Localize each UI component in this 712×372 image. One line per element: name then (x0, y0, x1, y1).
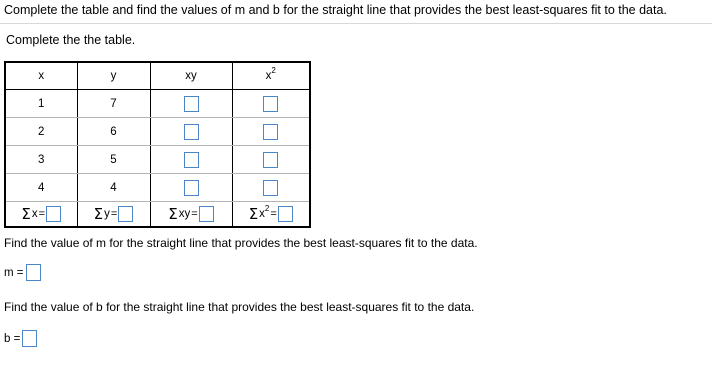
sum-y-cell (77, 202, 150, 228)
sum-x-squared-exponent: 2 (264, 203, 270, 213)
table-row (5, 118, 310, 146)
b-label: b = (4, 332, 21, 345)
sum-y-label: y (104, 208, 110, 220)
m-answer-row (4, 264, 41, 281)
cell-x-squared (232, 174, 310, 202)
equals-sign: = (38, 208, 46, 220)
m-label: m = (4, 266, 24, 279)
header-x-squared-base: x (265, 70, 272, 82)
sum-row (5, 202, 310, 228)
cell-xy (150, 90, 232, 118)
xy-input-1[interactable] (184, 96, 199, 112)
instruction-text: Complete the the table. (6, 33, 136, 47)
sum-xy-input[interactable] (199, 206, 214, 222)
sigma-symbol: Σ (21, 205, 31, 223)
question-header (0, 0, 712, 24)
cell-x-squared (232, 146, 310, 174)
xy-input-2[interactable] (184, 124, 199, 140)
m-input[interactable] (26, 264, 41, 281)
sigma-symbol: Σ (248, 205, 259, 223)
header-x: x (5, 62, 77, 90)
cell-x-squared (232, 118, 310, 146)
cell-x: 2 (5, 118, 77, 146)
sum-x-cell (5, 202, 77, 228)
header-x-squared (232, 62, 310, 90)
sum-xy-cell (150, 202, 232, 228)
equals-sign: = (270, 208, 277, 220)
cell-y: 4 (77, 174, 150, 202)
x-squared-input-2[interactable] (263, 124, 278, 140)
cell-xy (150, 118, 232, 146)
sum-x-squared-label: x (259, 208, 265, 220)
header-y: y (77, 62, 150, 90)
b-input[interactable] (22, 330, 37, 347)
cell-y: 7 (77, 90, 150, 118)
sigma-symbol: Σ (93, 205, 104, 223)
equals-sign: = (191, 208, 198, 220)
cell-y: 5 (77, 146, 150, 174)
sum-x-squared-input[interactable] (278, 206, 293, 222)
table-row (5, 90, 310, 118)
cell-y: 6 (77, 118, 150, 146)
table-header-row (5, 62, 310, 90)
xy-input-4[interactable] (184, 180, 199, 196)
cell-x-squared (232, 90, 310, 118)
cell-x: 4 (5, 174, 77, 202)
sum-xy-label: xy (178, 208, 191, 220)
cell-xy (150, 146, 232, 174)
question-text: Complete the table and find the values of m and b for the straight line that provides the best least-squares fit to the data. (4, 3, 667, 17)
x-squared-input-3[interactable] (263, 152, 278, 168)
question-b: Find the value of b for the straight line that provides the best least-squares fit to the data. (4, 300, 475, 314)
x-squared-input-1[interactable] (263, 96, 278, 112)
header-xy: xy (150, 62, 232, 90)
sigma-symbol: Σ (168, 205, 178, 223)
sum-y-input[interactable] (118, 206, 133, 222)
question-m: Find the value of m for the straight line that provides the best least-squares fit to the data. (4, 236, 478, 250)
table-row (5, 174, 310, 202)
data-table (4, 61, 311, 228)
cell-x: 1 (5, 90, 77, 118)
xy-input-3[interactable] (184, 152, 199, 168)
header-x-squared-exponent: 2 (271, 66, 276, 75)
sum-x-squared-cell (232, 202, 310, 228)
cell-xy (150, 174, 232, 202)
equals-sign: = (110, 208, 118, 220)
x-squared-input-4[interactable] (263, 180, 278, 196)
table-row (5, 146, 310, 174)
sum-x-input[interactable] (46, 206, 61, 222)
sum-x-label: x (31, 208, 38, 220)
b-answer-row (4, 330, 37, 347)
cell-x: 3 (5, 146, 77, 174)
